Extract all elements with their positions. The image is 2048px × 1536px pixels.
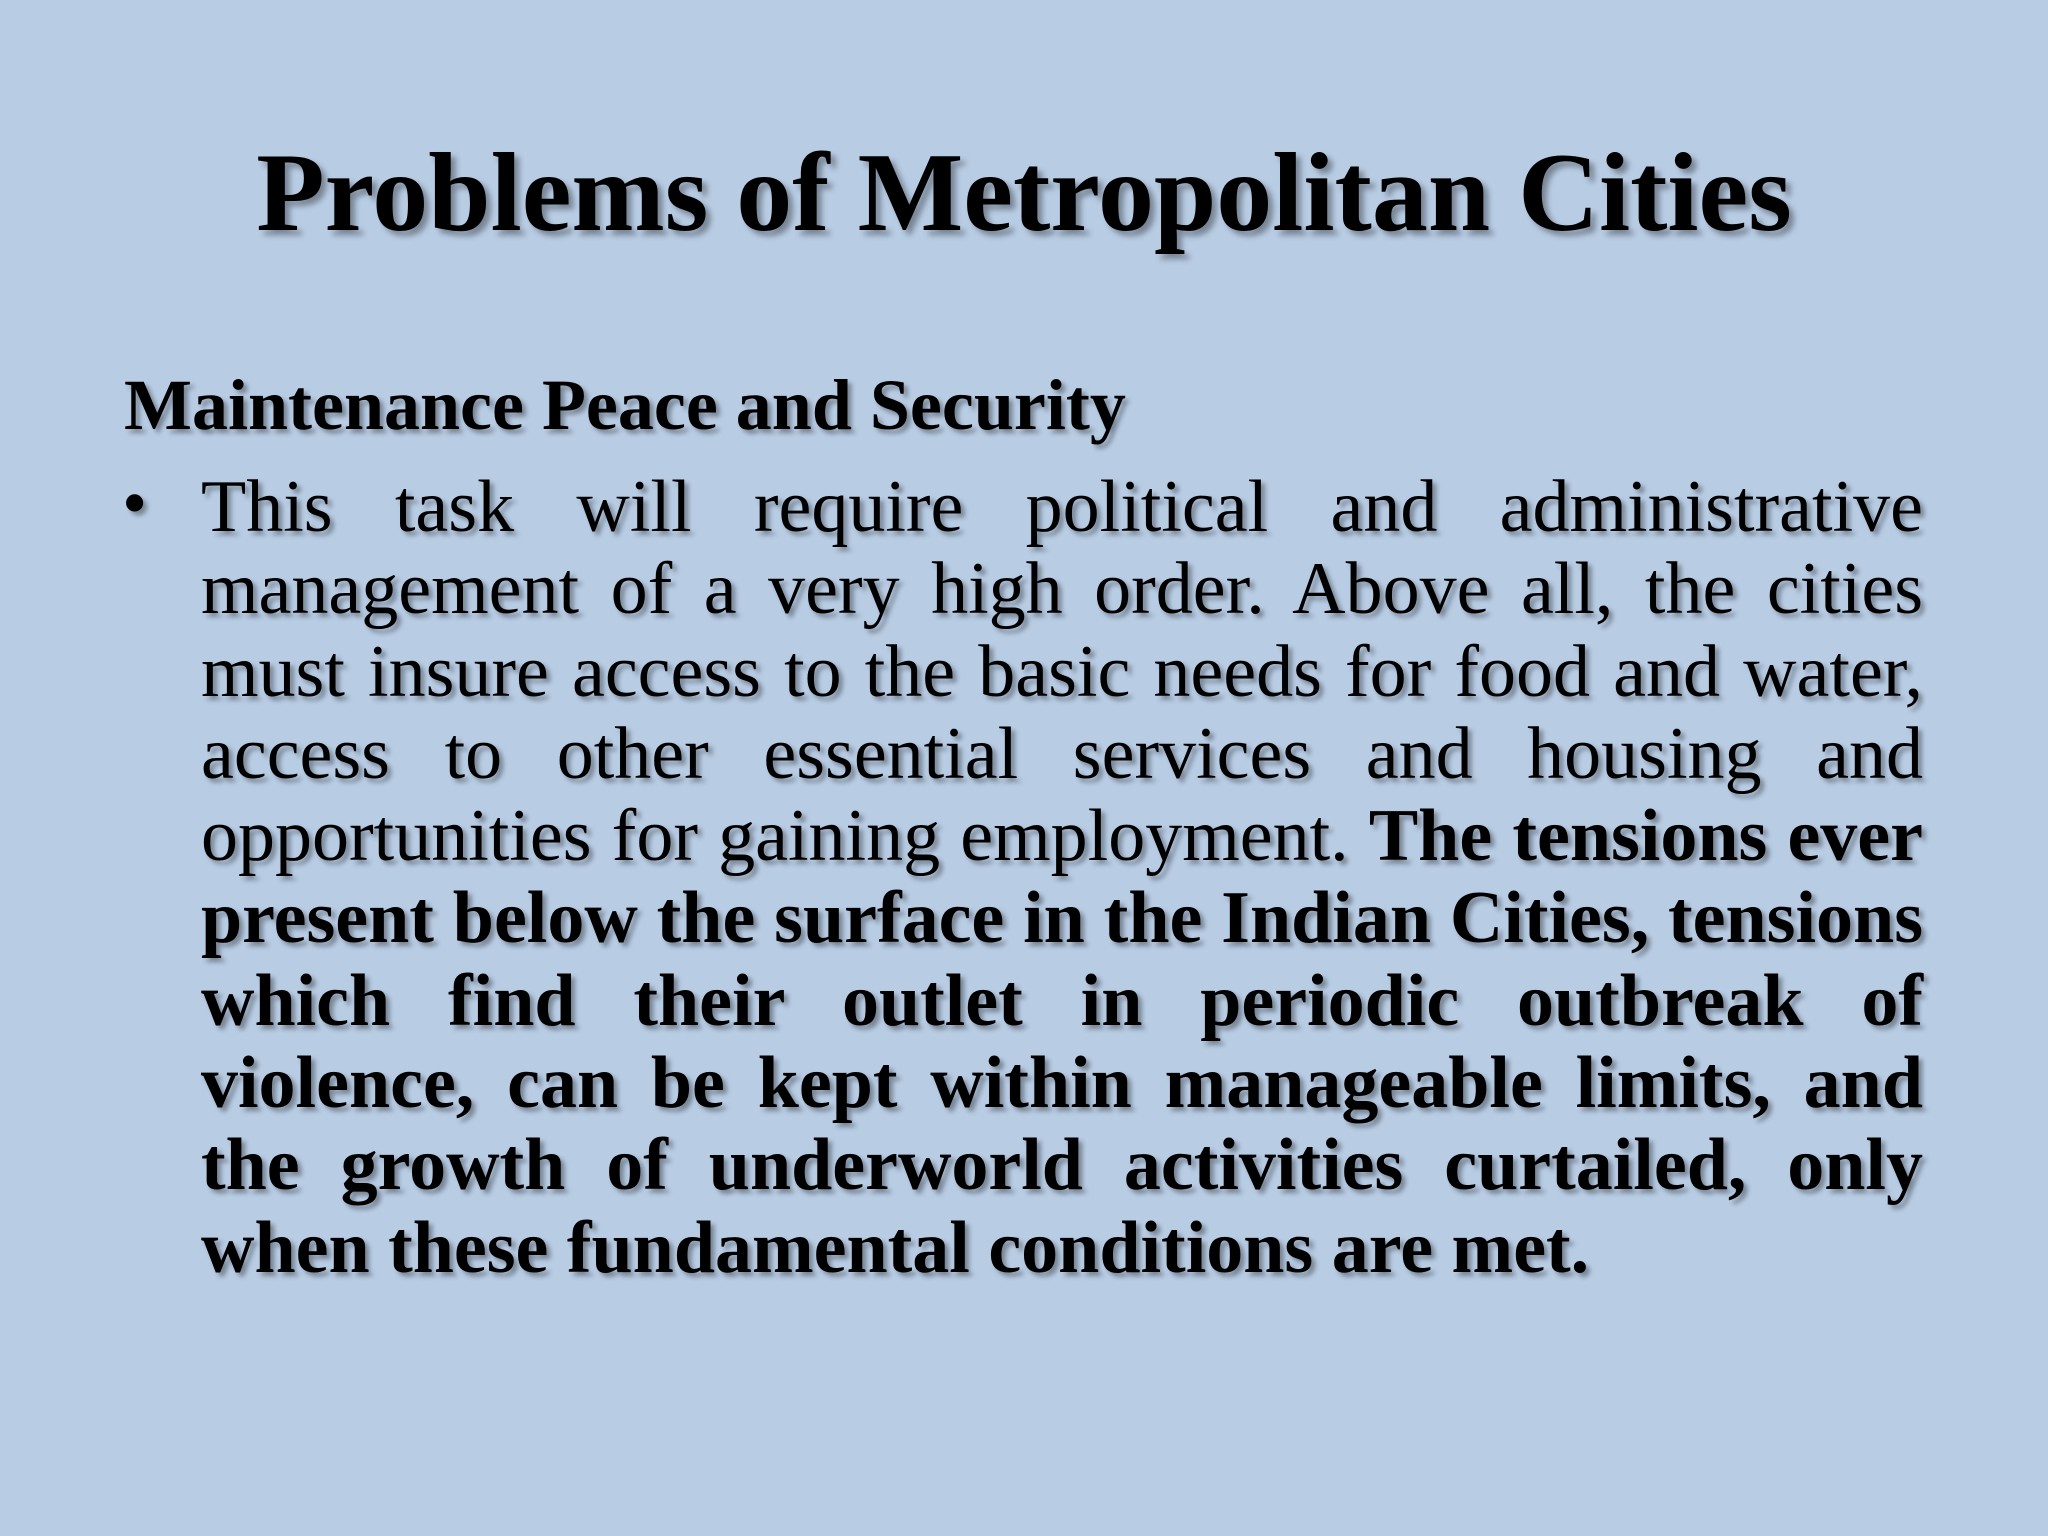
section-heading: Maintenance Peace and Security xyxy=(124,365,1126,445)
bullet-paragraph xyxy=(201,466,1923,1289)
bullet-text-bold: The tensions ever present below the surface in the Indian Cities, tensions which find their outlet in periodic outbreak of violence, can be kept within manageable limits, and the growth of underworld activities curtailed, only when these fundamental conditions are met. xyxy=(201,795,1923,1289)
bullet-marker: • xyxy=(122,463,148,543)
bullet-text-regular: This task will require political and administrative management of a very high order. Above all, the cities must insure access to the basic needs for food and water, access to other essential services and housing and opportunities for gaining employment. xyxy=(201,466,1923,878)
slide-title: Problems of Metropolitan Cities xyxy=(256,131,1792,255)
